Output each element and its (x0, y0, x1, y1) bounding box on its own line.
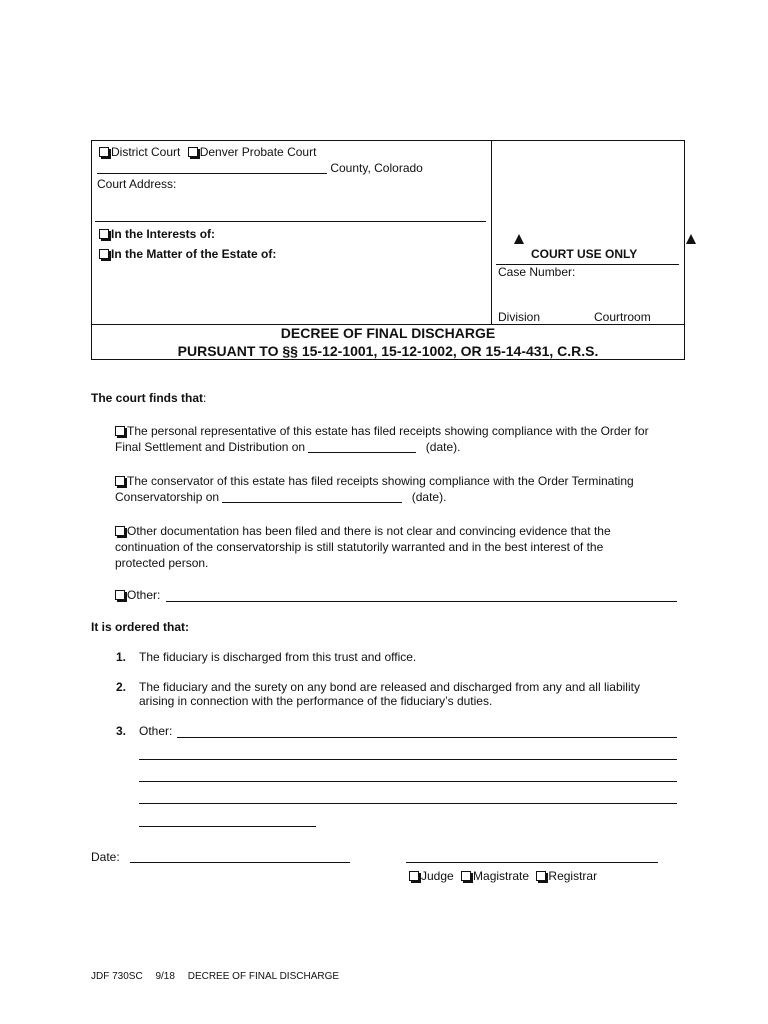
denver-probate-court-checkbox[interactable] (188, 147, 198, 157)
finding-4-row (115, 588, 160, 602)
interests-label: In the Interests of: (111, 227, 216, 241)
finding-1-text-b: Final Settlement and Distribution on (115, 440, 306, 454)
finding-2-line-a (115, 474, 634, 488)
registrar-checkbox[interactable] (536, 871, 546, 881)
caption-divider-vertical (491, 140, 492, 324)
estate-label: In the Matter of the Estate of: (111, 247, 277, 261)
finding-4-label: Other: (127, 588, 161, 602)
order-other-field-5[interactable] (139, 826, 316, 827)
district-court-checkbox[interactable] (99, 147, 109, 157)
finding-3-text-b: continuation of the conservatorship is still statutorily warranted and in the best interest of the (115, 540, 604, 554)
court-address-field[interactable] (95, 221, 486, 222)
finding-2-text-a: The conservator of this estate has filed receipts showing compliance with the Order Terminating (127, 474, 634, 488)
court-use-arrow-right-icon (686, 234, 696, 244)
order-2-text-a: The fiduciary and the surety on any bond are released and discharged from any and all liability (139, 680, 640, 694)
order-other-field-2[interactable] (139, 759, 677, 760)
court-use-arrow-left-icon (514, 234, 524, 244)
finding-2-text-b: Conservatorship on (115, 490, 220, 504)
courtroom-label: Courtroom (594, 310, 651, 324)
case-number-label: Case Number: (498, 265, 576, 279)
order-2-text-b: arising in connection with the performance of the fiduciary’s duties. (139, 694, 493, 708)
finding-2-line-b (115, 490, 446, 504)
interests-row (99, 227, 215, 241)
finding-2-date-label: (date). (411, 490, 447, 504)
order-3-label: Other: (139, 724, 173, 738)
order-2-number: 2. (116, 680, 127, 694)
footer (91, 971, 339, 982)
signature-date-field[interactable] (130, 862, 350, 863)
orders-heading: It is ordered that: (91, 620, 190, 634)
finding-1-text-a: The personal representative of this estate has filed receipts showing compliance with the Order for (127, 424, 649, 438)
order-other-field-4[interactable] (139, 803, 677, 804)
officer-type-row (409, 869, 597, 883)
county-row (97, 161, 423, 175)
court-use-only-label: COURT USE ONLY (531, 247, 638, 261)
estate-row (99, 247, 276, 261)
findings-heading-colon: : (203, 391, 207, 405)
order-3-number: 3. (116, 724, 127, 738)
division-label: Division (498, 310, 541, 324)
footer-form-id: JDF 730SC (91, 971, 143, 982)
document-subtitle: PURSUANT TO §§ 15-12-1001, 15-12-1002, OR 15-14-431, C.R.S. (177, 343, 599, 359)
denver-probate-court-label: Denver Probate Court (199, 145, 317, 159)
order-other-field-1[interactable] (177, 737, 677, 738)
estate-checkbox[interactable] (99, 249, 109, 259)
finding-3-line-a (115, 524, 611, 538)
date-label: Date: (91, 850, 120, 864)
finding-3-checkbox[interactable] (115, 526, 125, 536)
finding-1-line-b (115, 440, 460, 454)
finding-1-checkbox[interactable] (115, 426, 125, 436)
court-address-label: Court Address: (97, 177, 177, 191)
district-court-label: District Court (111, 145, 181, 159)
magistrate-checkbox[interactable] (461, 871, 471, 881)
finding-other-field[interactable] (166, 601, 677, 602)
document-title: DECREE OF FINAL DISCHARGE (280, 325, 496, 341)
signature-line[interactable] (406, 862, 658, 863)
county-field[interactable] (97, 162, 327, 174)
footer-revision: 9/18 (155, 971, 175, 982)
findings-heading-text: The court finds that (91, 391, 203, 405)
footer-form-title: DECREE OF FINAL DISCHARGE (187, 971, 340, 982)
judge-checkbox[interactable] (409, 871, 419, 881)
finding-1-line-a (115, 424, 649, 438)
final-settlement-date-field[interactable] (308, 441, 416, 453)
finding-4-checkbox[interactable] (115, 590, 125, 600)
judge-label: Judge (421, 869, 454, 883)
order-1-text: The fiduciary is discharged from this trust and office. (139, 650, 417, 664)
findings-heading (91, 391, 206, 405)
registrar-label: Registrar (548, 869, 598, 883)
finding-2-checkbox[interactable] (115, 476, 125, 486)
interests-checkbox[interactable] (99, 229, 109, 239)
finding-1-date-label: (date). (425, 440, 461, 454)
finding-3-text-a: Other documentation has been filed and there is not clear and convincing evidence that the (127, 524, 611, 538)
order-other-field-3[interactable] (139, 781, 677, 782)
terminating-conservatorship-date-field[interactable] (222, 491, 402, 503)
finding-3-text-c: protected person. (115, 556, 209, 570)
county-label: County, Colorado (330, 161, 423, 175)
court-type-row (99, 145, 316, 159)
magistrate-label: Magistrate (473, 869, 530, 883)
order-1-number: 1. (116, 650, 127, 664)
